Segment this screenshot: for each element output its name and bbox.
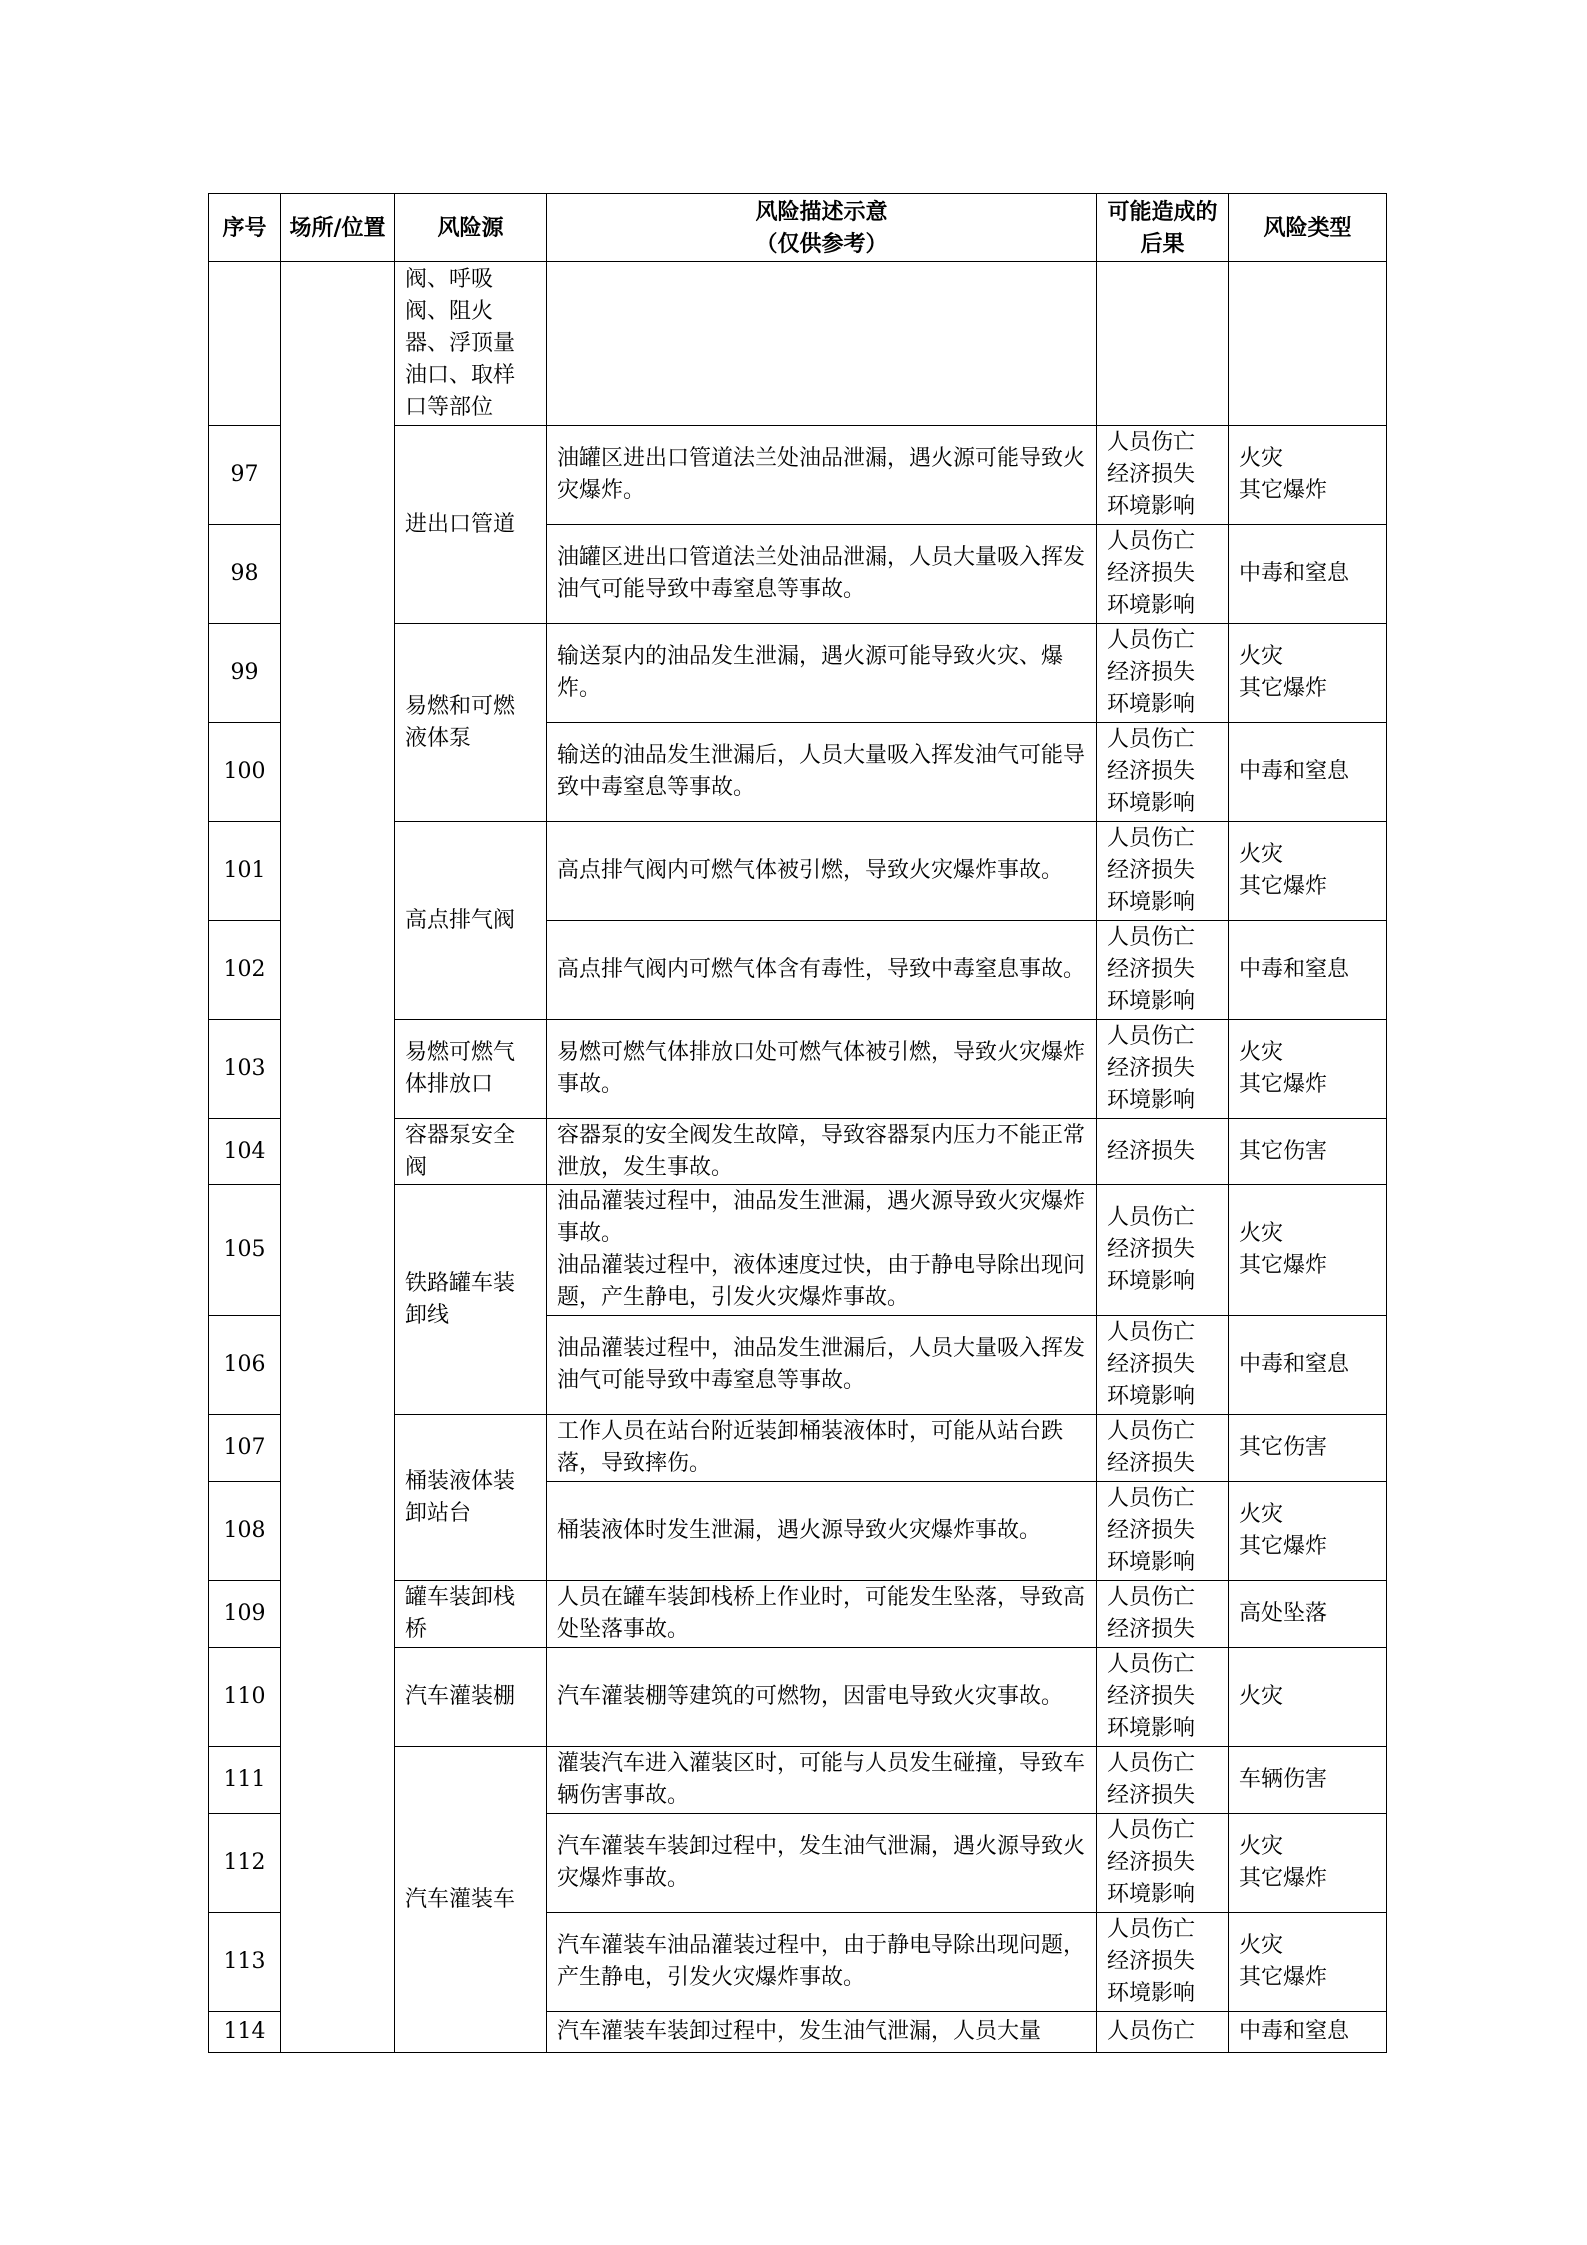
row-no: 106 (209, 1316, 281, 1415)
row-desc: 工作人员在站台附近装卸桶装液体时，可能从站台跌落，导致摔伤。 (547, 1415, 1097, 1482)
row-consequence (1097, 723, 1229, 822)
row-no: 99 (209, 624, 281, 723)
row-no: 108 (209, 1482, 281, 1581)
row-type (1229, 1020, 1387, 1119)
row-source: 汽车灌装车 (395, 1747, 547, 2053)
row-source: 桶装液体装卸站台 (395, 1415, 547, 1581)
consequence-item: 环境影响 (1107, 791, 1196, 816)
row-desc: 高点排气阀内可燃气体被引燃，导致火灾爆炸事故。 (547, 822, 1097, 921)
consequence-item: 经济损失 (1107, 957, 1196, 982)
consequence-item: 经济损失 (1107, 462, 1196, 487)
row-consequence (1097, 1747, 1229, 1814)
row-source: 铁路罐车装卸线 (395, 1185, 547, 1415)
consequence-item: 人员伤亡 (1107, 2019, 1196, 2044)
row-consequence (1097, 525, 1229, 624)
row-desc: 灌装汽车进入灌装区时，可能与人员发生碰撞，导致车辆伤害事故。 (547, 1747, 1097, 1814)
row-source: 罐车装卸栈桥 (395, 1581, 547, 1648)
row-type (1229, 426, 1387, 525)
row-no: 114 (209, 2012, 281, 2053)
row-no: 102 (209, 921, 281, 1020)
row-desc: 汽车灌装车油品灌装过程中，由于静电导除出现问题，产生静电，引发火灾爆炸事故。 (547, 1913, 1097, 2012)
row-source: 高点排气阀 (395, 822, 547, 1020)
row-no (209, 262, 281, 426)
place-cell (281, 262, 395, 2053)
row-no: 109 (209, 1581, 281, 1648)
row-desc: 容器泵的安全阀发生故障，导致容器泵内压力不能正常泄放，发生事故。 (547, 1119, 1097, 1185)
row-consequence (1097, 822, 1229, 921)
row-consequence (1097, 1648, 1229, 1747)
row-consequence (1097, 1581, 1229, 1648)
row-type (1229, 1185, 1387, 1316)
row-desc: 油品灌装过程中，油品发生泄漏后，人员大量吸入挥发油气可能导致中毒窒息等事故。 (547, 1316, 1097, 1415)
consequence-item: 经济损失 (1107, 1237, 1196, 1262)
risk-table (208, 193, 1387, 2053)
row-desc: 汽车灌装车装卸过程中，发生油气泄漏，人员大量 (547, 2012, 1097, 2053)
type-item: 其它爆炸 (1239, 1253, 1328, 1278)
type-item: 火灾 (1239, 1221, 1284, 1246)
row-no: 113 (209, 1913, 281, 2012)
row-consequence (1097, 1020, 1229, 1119)
row-no: 101 (209, 822, 281, 921)
header-no: 序号 (209, 194, 281, 262)
row-type (1229, 2012, 1387, 2053)
type-item: 中毒和窒息 (1239, 561, 1350, 586)
header-type: 风险类型 (1229, 194, 1387, 262)
row-consequence (1097, 1185, 1229, 1316)
row-consequence (1097, 2012, 1229, 2053)
type-item: 其它爆炸 (1239, 478, 1328, 503)
row-type (1229, 1482, 1387, 1581)
row-source: 容器泵安全阀 (395, 1119, 547, 1185)
consequence-item: 人员伤亡 (1107, 1419, 1196, 1444)
row-no: 97 (209, 426, 281, 525)
row-consequence (1097, 1814, 1229, 1913)
consequence-item: 经济损失 (1107, 1138, 1196, 1164)
row-type (1229, 723, 1387, 822)
consequence-item: 环境影响 (1107, 593, 1196, 618)
consequence-item: 经济损失 (1107, 1684, 1196, 1709)
row-consequence (1097, 1119, 1229, 1185)
type-item: 其它伤害 (1239, 1138, 1328, 1164)
consequence-item: 人员伤亡 (1107, 628, 1196, 653)
consequence-item: 人员伤亡 (1107, 1585, 1196, 1610)
consequence-item: 环境影响 (1107, 1716, 1196, 1741)
row-no: 112 (209, 1814, 281, 1913)
consequence-item: 人员伤亡 (1107, 1917, 1196, 1942)
consequence-item: 环境影响 (1107, 989, 1196, 1014)
consequence-item: 人员伤亡 (1107, 1486, 1196, 1511)
row-desc-part: 油品灌装过程中，油品发生泄漏，遇火源导致火灾爆炸事故。 (557, 1189, 1086, 1246)
consequence-item: 人员伤亡 (1107, 430, 1196, 455)
type-item: 中毒和窒息 (1239, 957, 1350, 982)
type-item: 中毒和窒息 (1239, 759, 1350, 784)
row-type (1229, 1747, 1387, 1814)
table-row (209, 262, 1387, 426)
type-item: 火灾 (1239, 1684, 1284, 1709)
type-item: 中毒和窒息 (1239, 2019, 1350, 2044)
row-type (1229, 822, 1387, 921)
consequence-item: 环境影响 (1107, 1981, 1196, 2006)
row-desc: 汽车灌装车装卸过程中，发生油气泄漏，遇火源导致火灾爆炸事故。 (547, 1814, 1097, 1913)
row-consequence (1097, 1316, 1229, 1415)
row-type (1229, 1814, 1387, 1913)
consequence-item: 环境影响 (1107, 494, 1196, 519)
row-source: 进出口管道 (395, 426, 547, 624)
consequence-item: 经济损失 (1107, 759, 1196, 784)
row-consequence (1097, 1913, 1229, 2012)
consequence-item: 经济损失 (1107, 1783, 1196, 1808)
consequence-item: 人员伤亡 (1107, 727, 1196, 752)
row-desc: 人员在罐车装卸栈桥上作业时，可能发生坠落，导致高处坠落事故。 (547, 1581, 1097, 1648)
row-consequence (1097, 1415, 1229, 1482)
type-item: 其它伤害 (1239, 1435, 1328, 1460)
row-desc (547, 262, 1097, 426)
consequence-item: 人员伤亡 (1107, 1818, 1196, 1843)
consequence-item: 经济损失 (1107, 1056, 1196, 1081)
row-desc: 桶装液体时发生泄漏，遇火源导致火灾爆炸事故。 (547, 1482, 1097, 1581)
type-item: 火灾 (1239, 1933, 1284, 1958)
type-item: 中毒和窒息 (1239, 1352, 1350, 1377)
consequence-item: 人员伤亡 (1107, 1751, 1196, 1776)
consequence-item: 经济损失 (1107, 1518, 1196, 1543)
type-item: 其它爆炸 (1239, 676, 1328, 701)
type-item: 火灾 (1239, 842, 1284, 867)
row-no: 98 (209, 525, 281, 624)
row-type (1229, 1581, 1387, 1648)
row-no: 111 (209, 1747, 281, 1814)
row-desc: 易燃可燃气体排放口处可燃气体被引燃，导致火灾爆炸事故。 (547, 1020, 1097, 1119)
row-desc: 汽车灌装棚等建筑的可燃物，因雷电导致火灾事故。 (547, 1648, 1097, 1747)
consequence-item: 环境影响 (1107, 890, 1196, 915)
row-desc: 高点排气阀内可燃气体含有毒性，导致中毒窒息事故。 (547, 921, 1097, 1020)
row-consequence (1097, 921, 1229, 1020)
type-item: 火灾 (1239, 1040, 1284, 1065)
type-item: 其它爆炸 (1239, 1866, 1328, 1891)
row-no: 107 (209, 1415, 281, 1482)
row-type (1229, 1316, 1387, 1415)
header-place: 场所/位置 (281, 194, 395, 262)
row-no: 100 (209, 723, 281, 822)
row-no: 104 (209, 1119, 281, 1185)
type-item: 其它爆炸 (1239, 874, 1328, 899)
consequence-item: 经济损失 (1107, 1451, 1196, 1476)
type-item: 车辆伤害 (1239, 1767, 1328, 1792)
row-source: 阀、呼吸阀、阻火器、浮顶量油口、取样口等部位 (395, 262, 547, 426)
header-consequence: 可能造成的后果 (1097, 194, 1229, 262)
consequence-item: 人员伤亡 (1107, 1205, 1196, 1230)
consequence-item: 经济损失 (1107, 1949, 1196, 1974)
row-desc: 输送泵内的油品发生泄漏，遇火源可能导致火灾、爆炸。 (547, 624, 1097, 723)
type-item: 其它爆炸 (1239, 1965, 1328, 1990)
header-desc-line2: （仅供参考） (755, 230, 888, 257)
row-type (1229, 624, 1387, 723)
type-item: 火灾 (1239, 1834, 1284, 1859)
row-no: 110 (209, 1648, 281, 1747)
consequence-item: 环境影响 (1107, 1550, 1196, 1575)
consequence-item: 人员伤亡 (1107, 1024, 1196, 1049)
row-source: 汽车灌装棚 (395, 1648, 547, 1747)
consequence-item: 经济损失 (1107, 660, 1196, 685)
row-consequence (1097, 262, 1229, 426)
consequence-item: 经济损失 (1107, 561, 1196, 586)
consequence-item: 经济损失 (1107, 858, 1196, 883)
row-no: 103 (209, 1020, 281, 1119)
type-item: 高处坠落 (1239, 1601, 1328, 1626)
row-source: 易燃和可燃液体泵 (395, 624, 547, 822)
row-desc (547, 1185, 1097, 1316)
consequence-item: 人员伤亡 (1107, 826, 1196, 851)
row-source: 易燃可燃气体排放口 (395, 1020, 547, 1119)
consequence-item: 人员伤亡 (1107, 925, 1196, 950)
header-desc-line1: 风险描述示意 (755, 198, 888, 225)
consequence-item: 环境影响 (1107, 1088, 1196, 1113)
row-desc: 油罐区进出口管道法兰处油品泄漏，人员大量吸入挥发油气可能导致中毒窒息等事故。 (547, 525, 1097, 624)
row-type (1229, 1415, 1387, 1482)
consequence-item: 人员伤亡 (1107, 1320, 1196, 1345)
consequence-item: 人员伤亡 (1107, 529, 1196, 554)
header-row (209, 194, 1387, 262)
consequence-item: 经济损失 (1107, 1352, 1196, 1377)
type-item: 火灾 (1239, 644, 1284, 669)
type-item: 其它爆炸 (1239, 1534, 1328, 1559)
type-item: 火灾 (1239, 1502, 1284, 1527)
row-desc: 输送的油品发生泄漏后，人员大量吸入挥发油气可能导致中毒窒息等事故。 (547, 723, 1097, 822)
row-consequence (1097, 1482, 1229, 1581)
row-type (1229, 921, 1387, 1020)
header-source: 风险源 (395, 194, 547, 262)
type-item: 火灾 (1239, 446, 1284, 471)
type-item: 其它爆炸 (1239, 1072, 1328, 1097)
row-type (1229, 262, 1387, 426)
consequence-item: 经济损失 (1107, 1850, 1196, 1875)
row-consequence (1097, 426, 1229, 525)
row-consequence (1097, 624, 1229, 723)
row-type (1229, 1648, 1387, 1747)
consequence-item: 环境影响 (1107, 1882, 1196, 1907)
consequence-item: 环境影响 (1107, 692, 1196, 717)
row-type (1229, 1913, 1387, 2012)
row-desc: 油罐区进出口管道法兰处油品泄漏，遇火源可能导致火灾爆炸。 (547, 426, 1097, 525)
row-desc-part: 油品灌装过程中，液体速度过快，由于静电导除出现问题，产生静电，引发火灾爆炸事故。 (557, 1253, 1086, 1310)
row-type (1229, 525, 1387, 624)
row-no: 105 (209, 1185, 281, 1316)
row-type (1229, 1119, 1387, 1185)
header-desc (547, 194, 1097, 262)
consequence-item: 经济损失 (1107, 1617, 1196, 1642)
consequence-item: 环境影响 (1107, 1269, 1196, 1294)
consequence-item: 人员伤亡 (1107, 1652, 1196, 1677)
consequence-item: 环境影响 (1107, 1384, 1196, 1409)
